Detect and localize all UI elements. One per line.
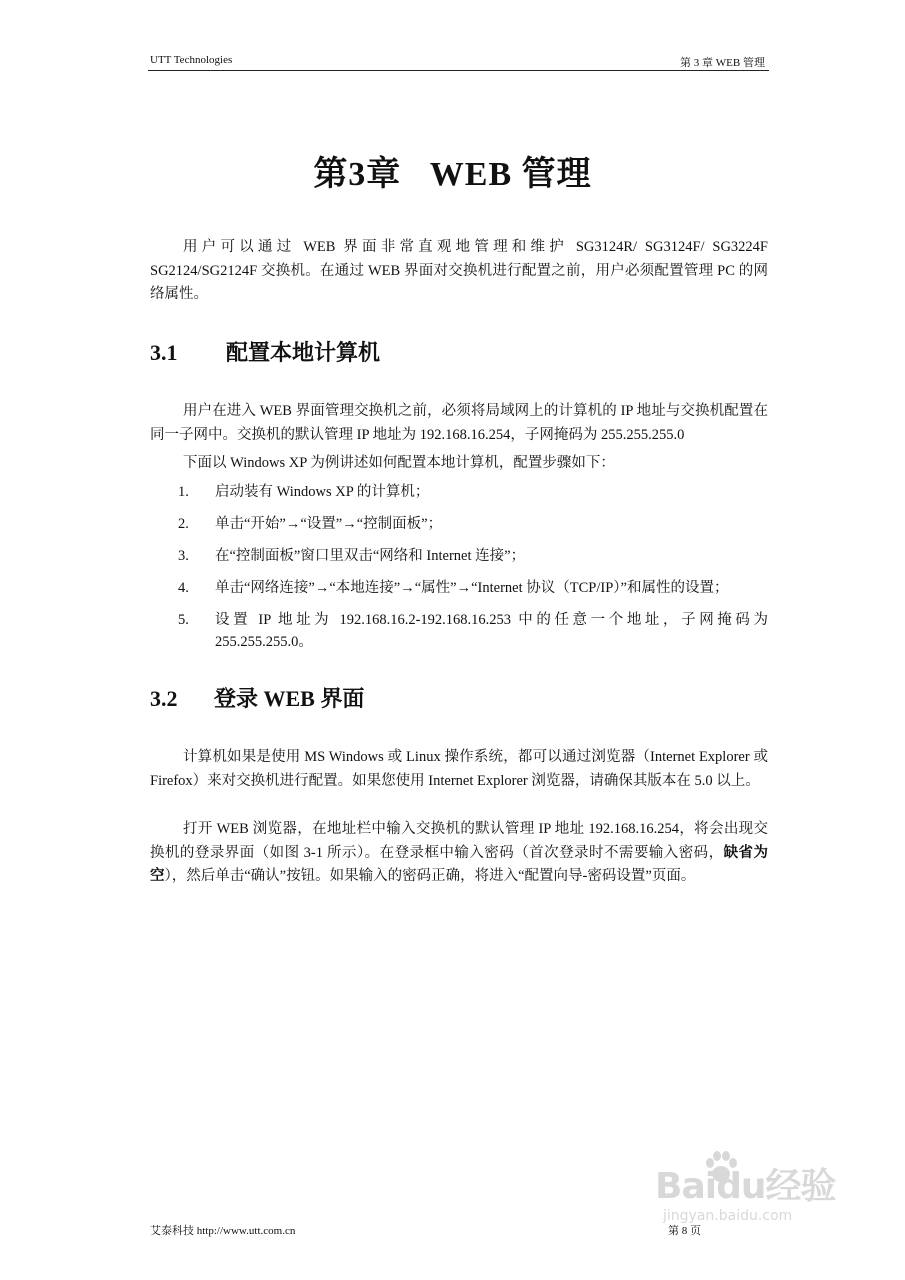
list-number: 4. bbox=[178, 580, 189, 596]
list-text: 设置 IP 地址为 192.168.16.2-192.168.16.253 中的任意一个地址，子网掩码为 255.255.255.0。 bbox=[215, 612, 768, 650]
config-steps-list bbox=[150, 481, 768, 663]
list-item bbox=[150, 609, 768, 653]
list-text: 在“控制面板”窗口里双击“网络和 Internet 连接”； bbox=[215, 548, 526, 564]
list-text: 单击“开始”→“设置”→“控制面板”； bbox=[215, 516, 443, 532]
list-item bbox=[150, 545, 768, 567]
section2-paragraph-2 bbox=[150, 818, 768, 889]
section-number: 3.1 bbox=[150, 340, 178, 365]
section-heading-3-1 bbox=[150, 336, 380, 367]
list-item bbox=[150, 481, 768, 503]
bold-text: 缺省为空 bbox=[150, 844, 769, 884]
footer-company: 艾泰科技 http://www.utt.com.cn bbox=[150, 1225, 296, 1237]
chapter-title: 第3章 WEB 管理 bbox=[313, 156, 592, 193]
list-text: 单击“网络连接”→“本地连接”→“属性”→“Internet 协议（TCP/IP）”和属性的设置； bbox=[215, 580, 729, 596]
page-header bbox=[148, 52, 769, 71]
section-heading-3-2 bbox=[150, 682, 364, 713]
list-number: 5. bbox=[178, 612, 189, 628]
header-chapter: 第 3 章 WEB 管理 bbox=[680, 57, 765, 69]
watermark-url: jingyan.baidu.com bbox=[663, 1208, 793, 1224]
section1-paragraph-2: 下面以 Windows XP 为例讲述如何配置本地计算机，配置步骤如下： bbox=[183, 455, 615, 471]
paragraph-text: ），然后单击“确认”按钮。如果输入的密码正确，将进入“配置向导-密码设置”页面。 bbox=[164, 868, 696, 884]
list-item bbox=[150, 577, 768, 599]
list-number: 3. bbox=[178, 548, 189, 564]
paragraph-text: 打开 WEB 浏览器，在地址栏中输入交换机的默认管理 IP 地址 192.168.16.254，将会出现交换机的登录界面（如图 3-1 所示）。在登录框中输入密码（首次登录时不需要输入密码， bbox=[150, 821, 768, 861]
header-company: UTT Technologies bbox=[150, 54, 233, 66]
watermark-logo: Baidu经验 bbox=[655, 1166, 836, 1207]
intro-paragraph: 用户可以通过 WEB 界面非常直观地管理和维护 SG3124R/ SG3124F/ SG3224F SG2124/SG2124F 交换机。在通过 WEB 界面对交换机进行配置之前，用户必须配置管理 PC 的网络属性。 bbox=[150, 239, 768, 302]
section-number: 3.2 bbox=[150, 686, 178, 711]
list-text: 启动装有 Windows XP 的计算机； bbox=[215, 484, 430, 500]
list-item bbox=[150, 513, 768, 535]
list-number: 1. bbox=[178, 484, 189, 500]
section1-paragraph-1: 用户在进入 WEB 界面管理交换机之前，必须将局域网上的计算机的 IP 地址与交换机配置在同一子网中。交换机的默认管理 IP 地址为 192.168.16.254，子网掩码为 255.255.255.0 bbox=[150, 403, 768, 443]
section-title: 登录 WEB 界面 bbox=[214, 686, 365, 711]
section2-paragraph-1: 计算机如果是使用 MS Windows 或 Linux 操作系统，都可以通过浏览器（Internet Explorer 或 Firefox）来对交换机进行配置。如果您使用 Internet Explorer 浏览器，请确保其版本在 5.0 以上。 bbox=[150, 749, 768, 789]
page-number: 第 8 页 bbox=[668, 1225, 701, 1237]
section-title: 配置本地计算机 bbox=[226, 340, 381, 365]
paw-icon bbox=[701, 1148, 741, 1188]
list-number: 2. bbox=[178, 516, 189, 532]
